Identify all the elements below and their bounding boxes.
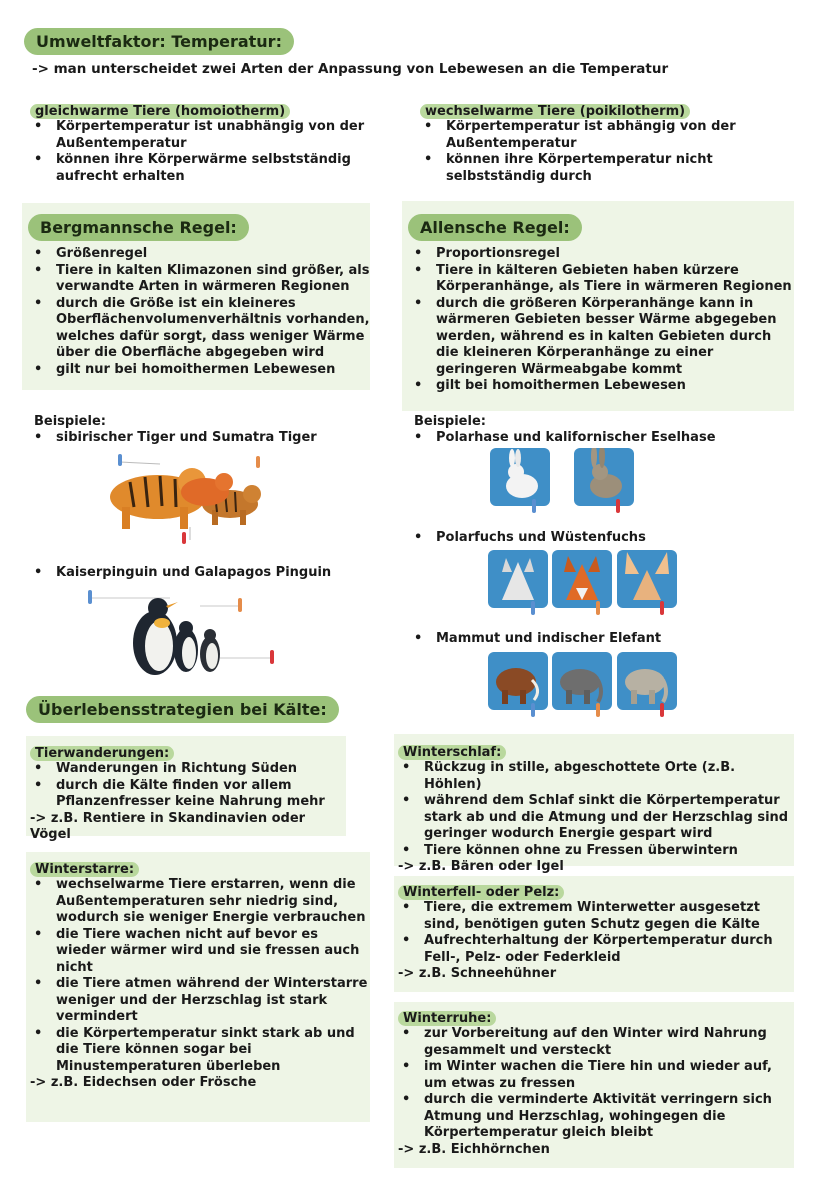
list-item: • sibirischer Tiger und Sumatra Tiger [30,430,390,447]
list-item: • die Tiere atmen während der Winterstarre weniger und der Herzschlag ist stark vermindert [30,976,370,1026]
medium-penguin [174,621,198,672]
list-item: • im Winter wachen die Tiere hin und wieder auf, um etwas zu fressen [398,1059,794,1092]
jackrabbit-icon [574,448,634,506]
winterschlaf-title: Winterschlaf: [398,745,506,760]
thermometer-cold-icon [531,703,535,717]
winterruhe-title: Winterruhe: [398,1011,496,1026]
intro-text: -> man unterscheidet zwei Arten der Anpassung von Lebewesen an die Temperatur [32,61,669,77]
thermometer-hot-icon [660,703,664,717]
polar-hare-tile [490,448,550,506]
indian-elephant-icon [552,652,612,710]
homoiotherm-section [30,100,390,185]
arctic-fox-tile [488,550,548,608]
list-item: • Größenregel [30,246,370,263]
list-item: • Tiere, die extremem Winterwetter ausgesetzt sind, benötigen guten Schutz gegen die Kälte [398,900,794,933]
list-item: • gilt nur bei homoithermen Lebewesen [30,362,370,379]
list-item: • zur Vorbereitung auf den Winter wird Nahrung gesammelt und versteckt [398,1026,794,1059]
emperor-penguin [133,598,178,675]
list-item: • durch die Kälte finden vor allem Pflanzenfresser keine Nahrung mehr [30,778,350,811]
list-item: • durch die größeren Körperanhänge kann in wärmeren Gebieten besser Wärme abgegeben werden, während es in kalten Gebieten durch die kleineren Körperanhänge zu einer geringeren Wärmeabgabe kommt [410,296,792,379]
winterfell-title: Winterfell- oder Pelz: [398,885,564,900]
list-item: • Tiere in kalten Klimazonen sind größer, als verwandte Arten in wärmeren Regionen [30,263,370,296]
thermometer-hot-icon [182,532,186,544]
winterruhe-section [398,1007,794,1158]
thermometer-hot-icon [270,650,274,664]
allen-list [410,246,792,395]
fennec-fox-icon [617,550,677,608]
thermometer-cold-icon [532,499,536,513]
list-item: • durch die verminderte Aktivität verringern sich Atmung und Herzschlag, wohingegen die Körpertemperatur gleich bleibt [398,1092,794,1142]
list-item: • Kaiserpinguin und Galapagos Pinguin [30,565,390,582]
thermometer-cold-icon [118,454,122,466]
examples-label-left: Beispiele: [34,414,106,429]
list-item: • Mammut und indischer Elefant [410,631,790,648]
survival-title: Überlebensstrategien bei Kälte: [26,696,339,723]
fennec-fox-tile [617,550,677,608]
list-item: • können ihre Körpertemperatur nicht selbstständig durch [420,152,790,185]
jackrabbit-tile [574,448,634,506]
list-item: • Körpertemperatur ist abhängig von der Außentemperatur [420,119,790,152]
list-item: • Aufrechterhaltung der Körpertemperatur durch Fell-, Pelz- oder Federkleid [398,933,794,966]
mammoth-icon [488,652,548,710]
list-item: • während dem Schlaf sinkt die Körpertemperatur stark ab und die Atmung und der Herzschlag sind geringer wodurch Energie gespart wird [398,793,794,843]
homoiotherm-title: gleichwarme Tiere (homoiotherm) [30,104,290,119]
list-item: • Körpertemperatur ist unabhängig von der Außentemperatur [30,119,390,152]
polar-hare-icon [490,448,550,506]
list-item: • Polarhase und kalifornischer Eselhase [410,430,790,447]
tierwanderungen-section [30,742,350,844]
list-item: • Polarfuchs und Wüstenfuchs [410,530,790,547]
thermometer-warm-icon [238,598,242,612]
list-item: • Tiere in kälteren Gebieten haben kürzere Körperanhänge, als Tiere in wärmeren Regionen [410,263,792,296]
winterstarre-section [30,858,370,1092]
red-fox-icon [552,550,612,608]
thermometer-hot-icon [616,499,620,513]
examples-label-right: Beispiele: [414,414,486,429]
example-line: -> z.B. Rentiere in Skandinavien oder Vögel [30,810,306,842]
african-elephant-tile [617,652,677,710]
thermometer-cold-icon [531,601,535,615]
example-penguin [30,565,390,582]
example-elephant [410,631,790,648]
list-item: • gilt bei homoithermen Lebewesen [410,378,792,395]
example-hare [410,430,790,447]
example-line: -> z.B. Schneehühner [398,966,557,981]
indian-elephant-tile [552,652,612,710]
tiger-illustration [100,452,270,547]
bergmann-list [30,246,370,378]
example-line: -> z.B. Eichhörnchen [398,1141,550,1157]
allen-title: Allensche Regel: [408,214,582,241]
list-item: • Tiere können ohne zu Fressen überwintern [398,843,794,860]
tierwanderungen-title: Tierwanderungen: [30,746,174,761]
thermometer-warm-icon [596,601,600,615]
list-item: • Wanderungen in Richtung Süden [30,761,350,778]
list-item: • die Körpertemperatur sinkt stark ab und die Tiere können sogar bei Minustemperaturen überleben [30,1026,370,1076]
thermometer-warm-icon [596,703,600,717]
list-item: • die Tiere wachen nicht auf bevor es wieder wärmer wird und sie fressen auch nicht [30,927,370,977]
page-title: Umweltfaktor: Temperatur: [24,28,294,55]
penguin-illustration [80,588,280,678]
winterschlaf-section [398,741,794,876]
example-line: -> z.B. Eidechsen oder Frösche [30,1075,257,1090]
red-fox-tile [552,550,612,608]
list-item: • Rückzug in stille, abgeschottete Orte (z.B. Höhlen) [398,760,794,793]
mammoth-tile [488,652,548,710]
example-tiger [30,430,390,447]
thermometer-warm-icon [256,456,260,468]
example-fox [410,530,790,547]
list-item: • durch die Größe ist ein kleineres Oberflächenvolumenverhältnis vorhanden, welches dafür sorgt, dass weniger Wärme über die Oberfläche abgegeben wird [30,296,370,362]
bergmann-title: Bergmannsche Regel: [28,214,249,241]
poikilotherm-section [420,100,790,185]
list-item: • wechselwarme Tiere erstarren, wenn die Außentemperaturen sehr niedrig sind, wodurch sie weniger Energie verbrauchen [30,877,370,927]
thermometer-hot-icon [660,601,664,615]
list-item: • können ihre Körperwärme selbstständig aufrecht erhalten [30,152,390,185]
winterfell-section [398,881,794,983]
poikilotherm-title: wechselwarme Tiere (poikilotherm) [420,104,690,119]
arctic-fox-icon [488,550,548,608]
example-line: -> z.B. Bären oder Igel [398,859,564,874]
thermometer-cold-icon [88,590,92,604]
galapagos-penguin [200,629,220,672]
list-item: • Proportionsregel [410,246,792,263]
african-elephant-icon [617,652,677,710]
winterstarre-title: Winterstarre: [30,862,139,877]
